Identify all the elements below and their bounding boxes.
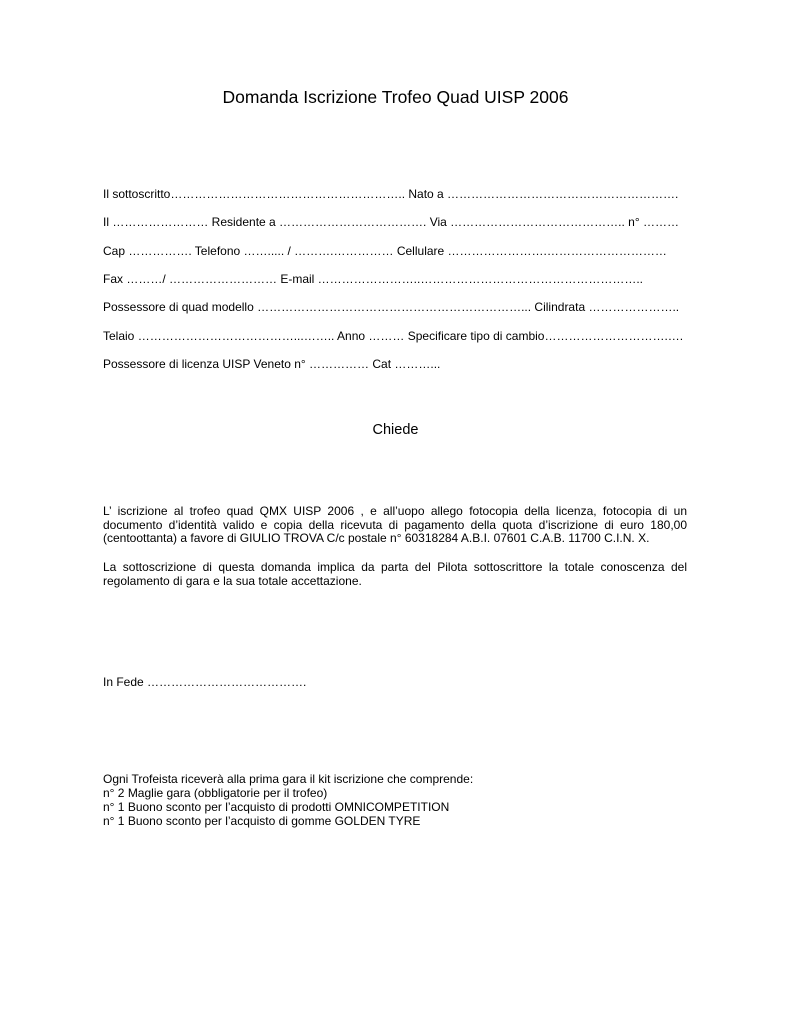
field-line-contatti: Cap ……………. Telefono ……..... / ……….…………… Cellulare …………………….…………………………	[103, 244, 667, 258]
document-title: Domanda Iscrizione Trofeo Quad UISP 2006	[222, 87, 569, 107]
request-paragraph: L’ iscrizione al trofeo quad QMX UISP 2006 , e all’uopo allego fotocopia della licenza, fotocopia di un documento d’identità valido e copia della ricevuta di pagamento della quota d’iscrizione di euro 180,00 (centoottanta) a favore di GIULIO TROVA C/c postale n° 60318284 A.B.I. 07601 C.A.B. 11700 C.I.N. X.	[103, 504, 687, 546]
kit-intro: Ogni Trofeista riceverà alla prima gara il kit iscrizione che comprende:	[103, 772, 474, 786]
kit-item: n° 1 Buono sconto per l’acquisto di gomme GOLDEN TYRE	[103, 814, 421, 828]
field-line-residenza: Il …………………… Residente a ………………………………. Via …………………………………….. n° ………	[103, 215, 679, 229]
field-line-quad-modello: Possessore di quad modello …………………………………………………………... Cilindrata …………………..	[103, 300, 680, 314]
section-heading-chiede: Chiede	[372, 422, 419, 438]
signature-line: In Fede ………………………………….	[103, 675, 307, 689]
kit-item: n° 2 Maglie gara (obbligatorie per il trofeo)	[103, 786, 328, 800]
acceptance-paragraph: La sottoscrizione di questa domanda implica da parta del Pilota sottoscrittore la totale conoscenza del regolamento di gara e la sua totale accettazione.	[103, 560, 687, 588]
field-line-sottoscritto: Il sottoscritto………………………………………………….. Nato a ………………………………………………….	[103, 187, 679, 201]
field-line-licenza: Possessore di licenza UISP Veneto n° …………… Cat ………...	[103, 357, 441, 371]
field-line-telaio: Telaio …………………………………...…….. Anno ……… Specificare tipo di cambio………………………….….	[103, 329, 684, 343]
field-line-fax-email: Fax ………/ ……………………… E-mail ……………………..………………………………………………..	[103, 272, 644, 286]
kit-item: n° 1 Buono sconto per l’acquisto di prodotti OMNICOMPETITION	[103, 800, 450, 814]
